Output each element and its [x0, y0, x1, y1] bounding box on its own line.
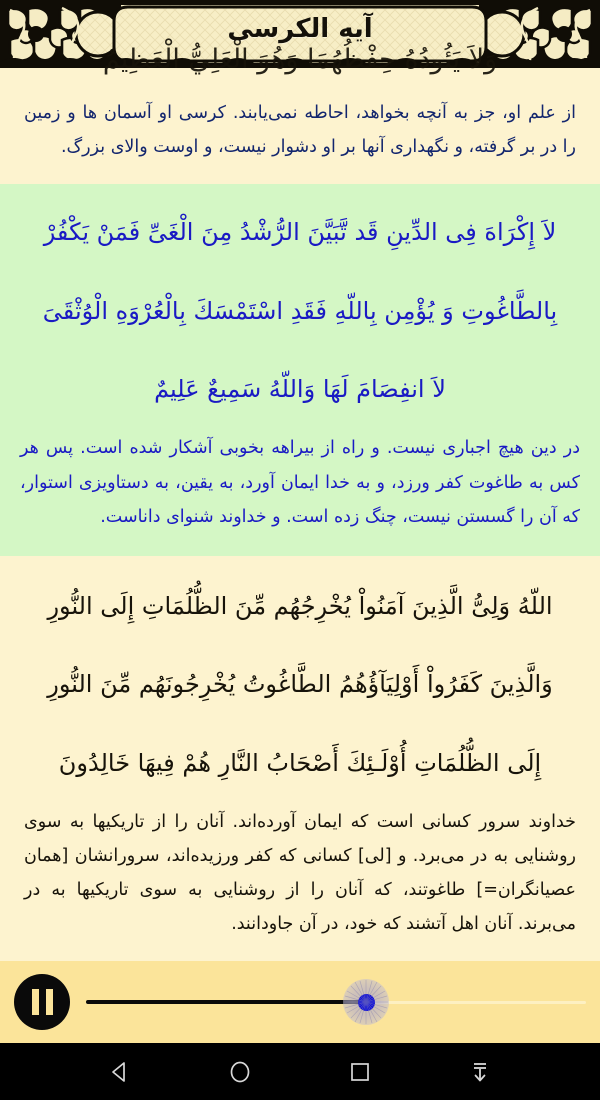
- nav-home-button[interactable]: [217, 1049, 263, 1095]
- back-icon: [108, 1060, 132, 1084]
- scrolled-verse-text: وَلاَ يَئُودُهُ حِفْظُهُمَا وَهُوَ الْعَلِيُّ الْعَظِيمُ: [102, 44, 498, 75]
- persian-translation-text: از علم او، جز به آنچه بخواهد، احاطه نمی‌یابند. کرسی او آسمان ها و زمین را در بر گرفته، و نگهداری آنها بر او دشوار نیست، و اوست والای بزرگ.: [24, 103, 576, 158]
- scrolled-verse-peek: [0, 44, 600, 82]
- arabic-verse-line: لاَ انفِصَامَ لَهَا وَاللّهُ سَمِيعٌ عَلِيمٌ: [154, 375, 446, 404]
- pause-icon-bar-left: [32, 989, 39, 1015]
- page-title: آیه الکرسی: [227, 14, 373, 44]
- arabic-verse-line: وَالَّذِينَ كَفَرُواْ أَوْلِيَآؤُهُمُ الطَّاغُوتُ يُخْرِجُونَهُم مِّنَ النُّورِ: [47, 670, 553, 699]
- verse-scroll-area[interactable]: [0, 82, 600, 961]
- nav-recents-button[interactable]: [337, 1049, 383, 1095]
- home-icon: [228, 1060, 252, 1084]
- section-verse-256: [0, 184, 600, 556]
- arabic-verse-line: إِلَى الظُّلُمَاتِ أُوْلَـئِكَ أَصْحَابُ النَّارِ هُمْ فِيهَا خَالِدُونَ: [58, 748, 542, 777]
- arabic-verse-line: بِالطَّاغُوتِ وَ يُؤْمِن بِاللّهِ فَقَدِ اسْتَمْسَكَ بِالْعُرْوَهِ الْوُثْقَىَ: [42, 296, 558, 325]
- ripple-rays-icon: [343, 979, 389, 1025]
- audio-player-bar: [0, 961, 600, 1043]
- arabic-verse-line: اللّهُ وَلِىُّ الَّذِينَ آمَنُواْ يُخْرِجُهُم مِّنَ الظُّلُمَاتِ إِلَى النُّورِ: [47, 591, 553, 620]
- pause-icon-bar-right: [46, 989, 53, 1015]
- hide-navbar-icon: [468, 1060, 492, 1084]
- section-translation-top: [0, 82, 600, 184]
- persian-translation-text: در دین هیچ اجباری نیست. و راه از بیراهه بخوبی آشکار شده است. پس هر کس به طاغوت کفر ورزد، و به خدا ایمان آورد، به یقین، به دستاویزی استوار، که آن را گسستن نیست، چنگ زده است. و خداوند شنوای داناست.: [20, 438, 580, 527]
- pause-button[interactable]: [14, 974, 70, 1030]
- seek-thumb[interactable]: [343, 979, 389, 1025]
- arabic-verse-line: لاَ إِكْرَاهَ فِى الدِّينِ قَد تَّبَيَّنَ الرُّشْدُ مِنَ الْغَىِّ فَمَنْ يَكْفُرْ: [43, 218, 557, 247]
- recents-icon: [348, 1060, 372, 1084]
- nav-hide-navbar-button[interactable]: [457, 1049, 503, 1095]
- seek-progress-fill: [86, 1000, 366, 1004]
- seek-slider[interactable]: [86, 974, 586, 1030]
- persian-translation-text: خداوند سرور کسانی است که ایمان آورده‌اند. آنان را از تاریکیها به سوی روشنایی به در می‌برد. و [لی] کسانی که کفر ورزیده‌اند، سرورانشان [همان عصیانگران=] طاغوتند، که آنان را از روشنایی به سوی تاریکیها به در می‌برند. آنان اهل آتشند که خود، در آن جاودانند.: [24, 811, 576, 935]
- nav-back-button[interactable]: [97, 1049, 143, 1095]
- section-verse-257: [0, 556, 600, 962]
- android-navigation-bar: [0, 1043, 600, 1100]
